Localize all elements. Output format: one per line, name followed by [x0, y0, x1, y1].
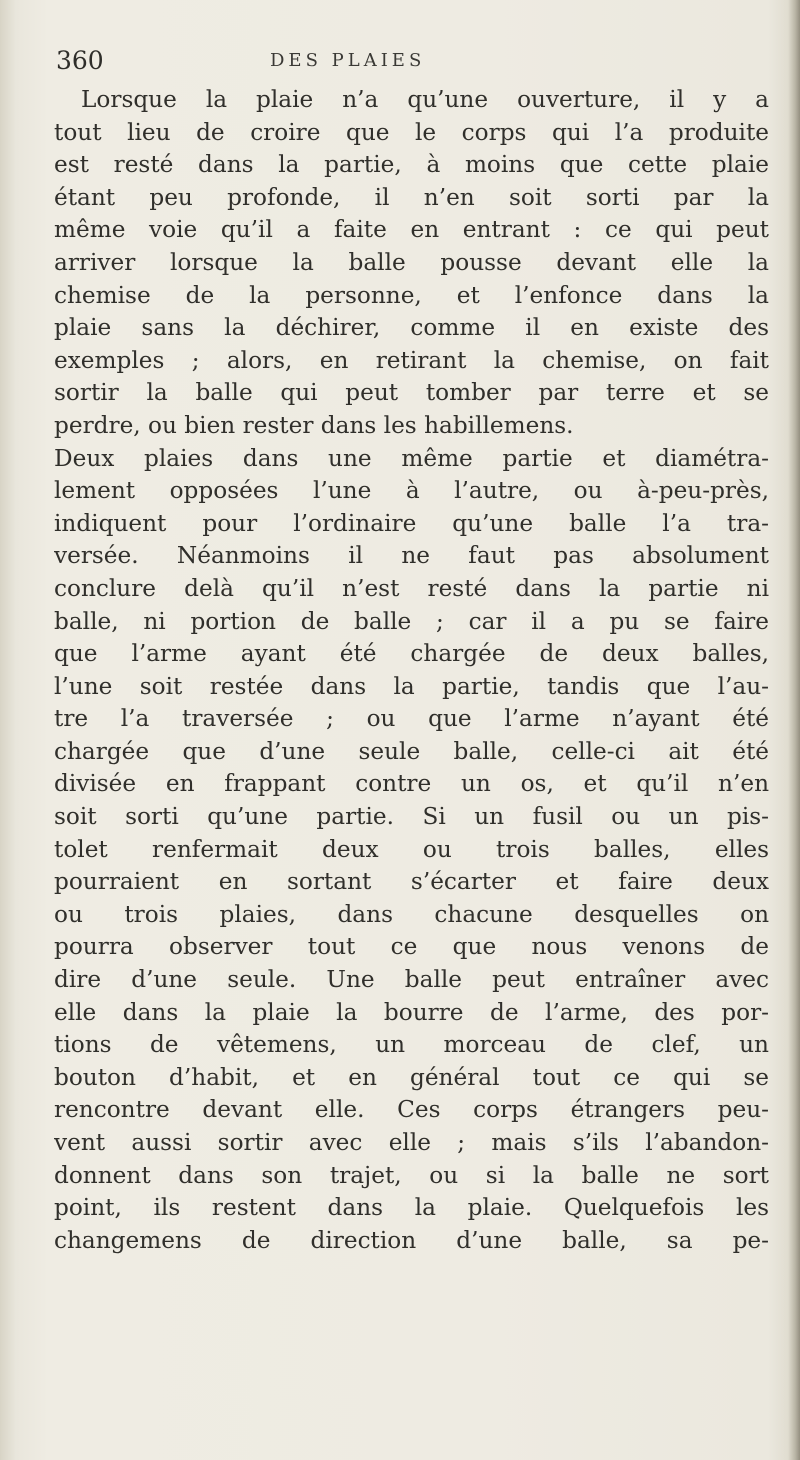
text-line: donnent dans son trajet, ou si la balle ne sort	[54, 1161, 769, 1189]
text-line: Deux plaies dans une même partie et diamétra-	[54, 444, 769, 472]
text-line: tout lieu de croire que le corps qui l’a produite	[54, 118, 769, 146]
text-line: changemens de direction d’une balle, sa pe-	[54, 1226, 769, 1254]
running-head: DES PLAIES	[270, 50, 426, 71]
text-line: pourraient en sortant s’écarter et faire deux	[54, 868, 769, 896]
text-line: tolet renfermait deux ou trois balles, elles	[54, 835, 769, 863]
text-line: tions de vêtemens, un morceau de clef, un	[54, 1031, 769, 1059]
page-header	[56, 44, 696, 78]
text-line: rencontre devant elle. Ces corps étrangers peu-	[54, 1096, 769, 1124]
text-line: dire d’une seule. Une balle peut entraîner avec	[54, 966, 769, 994]
text-line: chargée que d’une seule balle, celle-ci ait été	[54, 737, 769, 765]
body-text	[54, 84, 769, 1257]
text-line: point, ils restent dans la plaie. Quelquefois les	[54, 1194, 769, 1222]
text-line: lement opposées l’une à l’autre, ou à-peu-près,	[54, 477, 769, 505]
text-line: vent aussi sortir avec elle ; mais s’ils l’abandon-	[54, 1129, 769, 1156]
text-line: ou trois plaies, dans chacune desquelles on	[54, 900, 769, 928]
page-edge-shadow	[788, 0, 800, 1460]
text-line: balle, ni portion de balle ; car il a pu se faire	[54, 607, 769, 635]
text-line: indiquent pour l’ordinaire qu’une balle l’a tra-	[54, 509, 769, 537]
text-line: soit sorti qu’une partie. Si un fusil ou un pis-	[54, 803, 769, 831]
text-line: divisée en frappant contre un os, et qu’il n’en	[54, 770, 769, 798]
text-line: que l’arme ayant été chargée de deux balles,	[54, 640, 769, 668]
text-line: exemples ; alors, en retirant la chemise, on fait	[54, 346, 769, 374]
text-line: chemise de la personne, et l’enfonce dans la	[54, 281, 769, 309]
text-line: tre l’a traversée ; ou que l’arme n’ayant été	[54, 705, 769, 733]
text-line: conclure delà qu’il n’est resté dans la partie ni	[54, 574, 769, 602]
text-line: perdre, ou bien rester dans les habillemens.	[54, 411, 574, 439]
text-line: est resté dans la partie, à moins que cette plaie	[54, 151, 769, 179]
text-line: l’une soit restée dans la partie, tandis que l’au-	[54, 672, 769, 700]
text-line: plaie sans la déchirer, comme il en existe des	[54, 314, 769, 342]
text-line: pourra observer tout ce que nous venons de	[54, 933, 769, 961]
text-line: même voie qu’il a faite en entrant : ce qui peut	[54, 216, 769, 244]
text-line: bouton d’habit, et en général tout ce qui se	[54, 1063, 769, 1091]
page-number: 360	[56, 46, 104, 75]
text-line: arriver lorsque la balle pousse devant elle la	[54, 248, 769, 276]
text-line: Lorsque la plaie n’a qu’une ouverture, il y a	[81, 86, 769, 113]
text-line: étant peu profonde, il n’en soit sorti par la	[54, 183, 769, 211]
text-line: elle dans la plaie la bourre de l’arme, des por-	[54, 998, 769, 1026]
text-line: sortir la balle qui peut tomber par terre et se	[54, 379, 769, 407]
text-line: versée. Néanmoins il ne faut pas absolument	[54, 542, 769, 570]
